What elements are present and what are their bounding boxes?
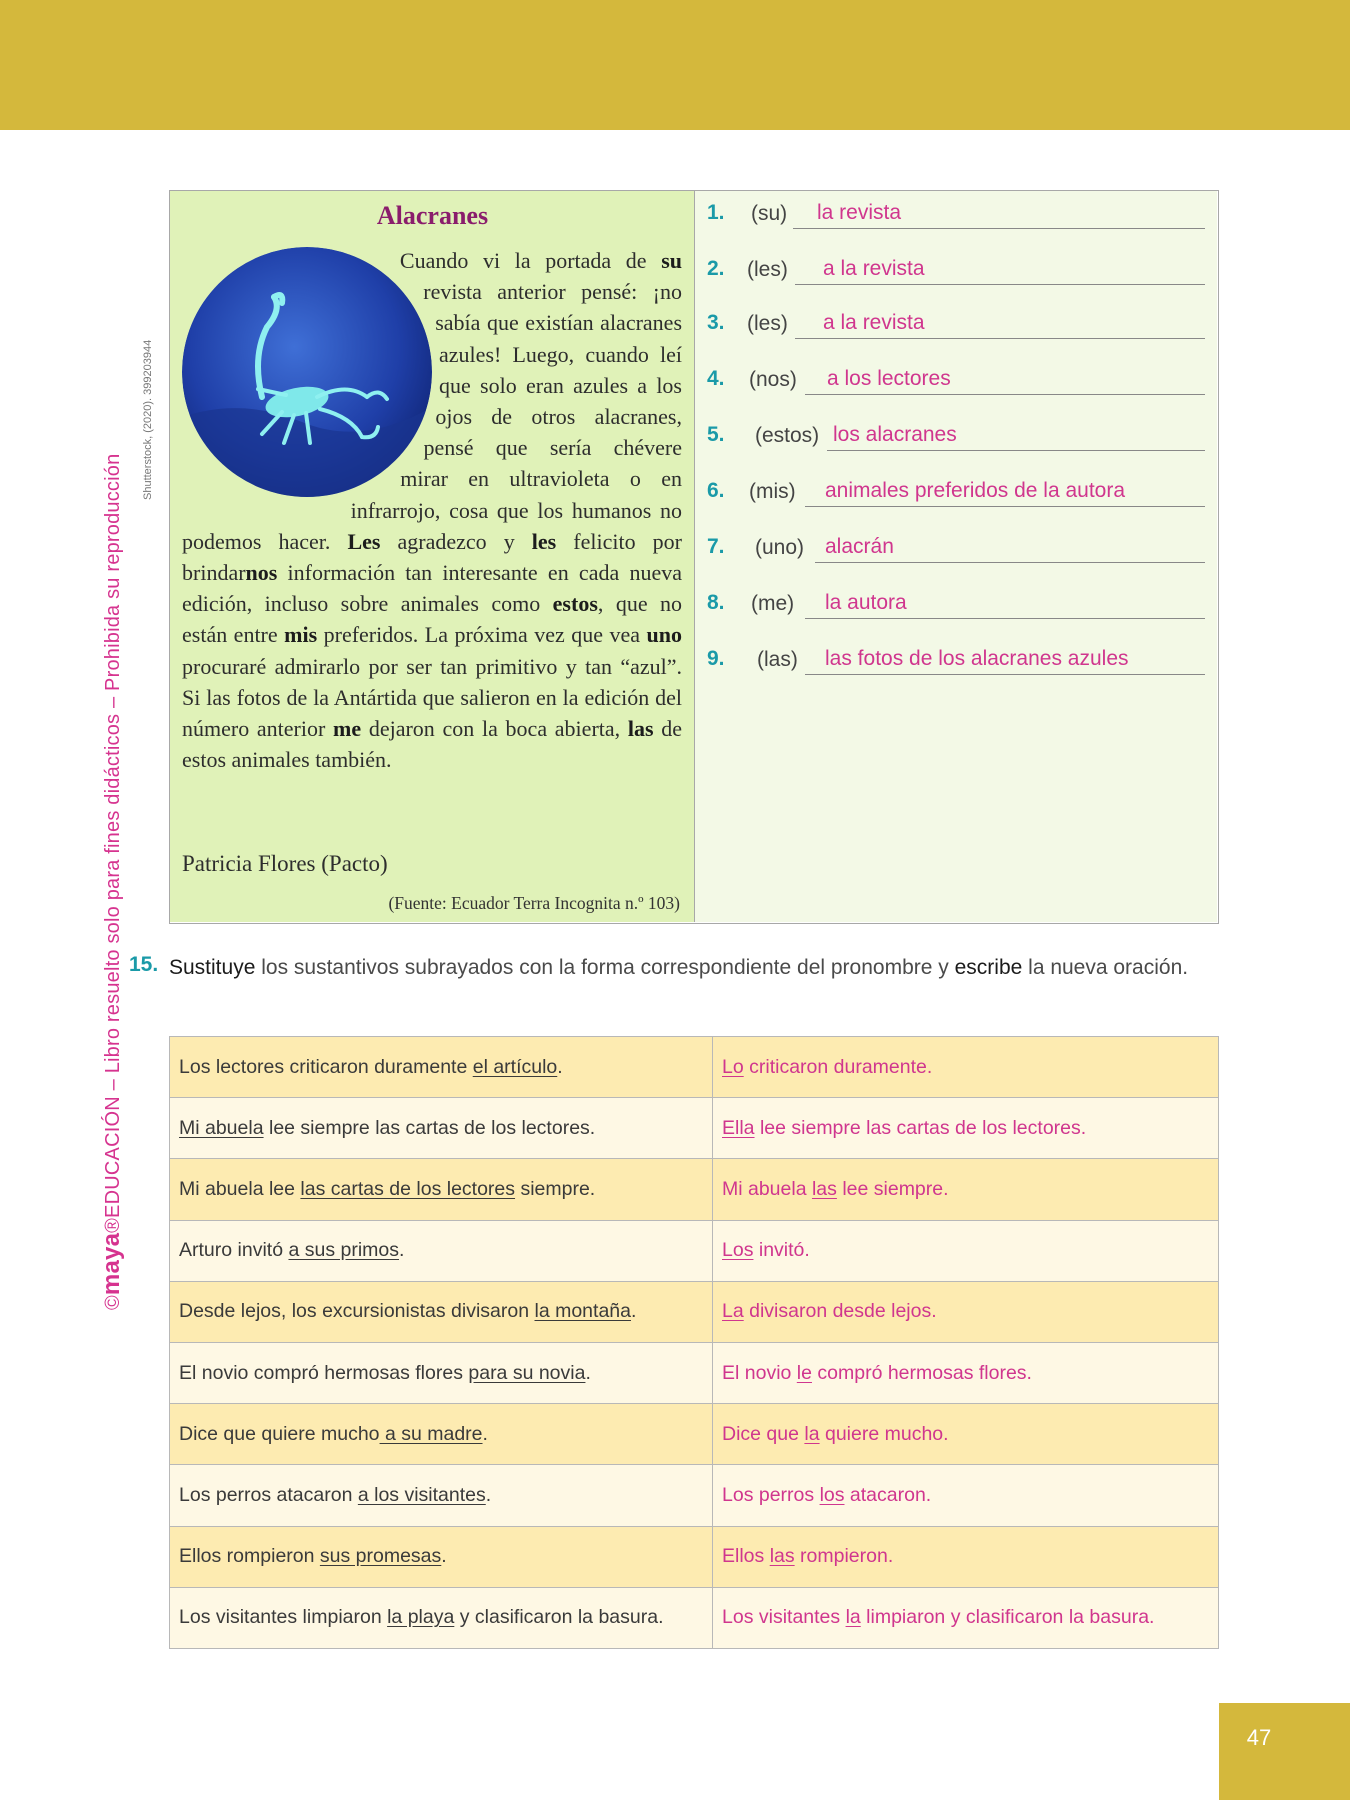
rewritten-sentence[interactable]: Ellos las rompieron.	[713, 1526, 1219, 1587]
rewritten-sentence[interactable]: Los perros los atacaron.	[713, 1465, 1219, 1526]
article-body: Cuando vi la portada de su revista anterior pensé: ¡no sabía que existían alacranes azules! Luego, cuando leí que solo eran azules a los ojos de otros alacranes, pensé que sería chévere mirar en ultravioleta o en infrarrojo, cosa que los humanos no podemos hacer. Les agradezco y les felicito por brindarnos información tan interesante en cada nueva edición, incluso sobre animales como estos, que no están entre mis preferidos. La próxima vez que vea uno procuraré admirarlo por ser tan primitivo y tan “azul”. Si las fotos de la Antártida que salieron en la edición del número anterior me dejaron con la boca abierta, las de estos animales también.	[182, 248, 683, 773]
exercise-number: 15.	[129, 953, 159, 976]
header-band	[0, 0, 1350, 130]
copyright-notice: ©maya®EDUCACIÓN – Libro resuelto solo para fines didácticos – Prohibida su reproducción	[98, 453, 125, 1310]
rewritten-sentence[interactable]: Lo criticaron duramente.	[713, 1037, 1219, 1098]
answer-text[interactable]: animales preferidos de la autora	[825, 479, 1126, 502]
answer-row: 4. (nos) a los lectores	[707, 363, 1205, 399]
table-row	[170, 1526, 1219, 1587]
answers-panel	[695, 191, 1217, 922]
article-title: Alacranes	[376, 201, 489, 230]
original-sentence: Los lectores criticaron duramente el artículo.	[170, 1037, 713, 1098]
article-panel	[170, 191, 695, 922]
answer-text[interactable]: las fotos de los alacranes azules	[825, 647, 1129, 670]
article-source: (Fuente: Ecuador Terra Incognita n.º 103)	[388, 893, 680, 913]
page-number-tab	[1219, 1703, 1350, 1800]
answer-row: 3. (les) a la revista	[707, 307, 1205, 343]
table-row	[170, 1465, 1219, 1526]
table-row	[170, 1037, 1219, 1098]
original-sentence: Ellos rompieron sus promesas.	[170, 1526, 713, 1587]
rewritten-sentence[interactable]: El novio le compró hermosas flores.	[713, 1342, 1219, 1403]
answer-text[interactable]: la revista	[817, 201, 902, 224]
original-sentence: Mi abuela lee las cartas de los lectores siempre.	[170, 1159, 713, 1220]
table-row	[170, 1342, 1219, 1403]
photo-credit: Shutterstock, (2020). 399203944	[142, 339, 154, 500]
answer-row: 1. (su) la revista	[707, 197, 1205, 233]
original-sentence: El novio compró hermosas flores para su novia.	[170, 1342, 713, 1403]
brand-logo: maya	[98, 1232, 125, 1296]
rewritten-sentence[interactable]: Los invitó.	[713, 1220, 1219, 1281]
table-row	[170, 1098, 1219, 1159]
page-number: 47	[1246, 1725, 1272, 1750]
answer-row: 7. (uno) alacrán	[707, 531, 1205, 567]
rewritten-sentence[interactable]: Ella lee siempre las cartas de los lectores.	[713, 1098, 1219, 1159]
answer-row: 9. (las) las fotos de los alacranes azules	[707, 643, 1205, 679]
rewritten-sentence[interactable]: Dice que la quiere mucho.	[713, 1404, 1219, 1465]
answer-text[interactable]: a los lectores	[827, 367, 951, 390]
answer-row: 6. (mis) animales preferidos de la autora	[707, 475, 1205, 511]
exercise-instruction: Sustituye los sustantivos subrayados con la forma correspondiente del pronombre y escribe la nueva oración.	[169, 956, 1189, 979]
table-row	[170, 1159, 1219, 1220]
original-sentence: Dice que quiere mucho a su madre.	[170, 1404, 713, 1465]
original-sentence: Los visitantes limpiaron la playa y clasificaron la basura.	[170, 1587, 713, 1648]
table-row	[170, 1220, 1219, 1281]
rewritten-sentence[interactable]: Los visitantes la limpiaron y clasificaron la basura.	[713, 1587, 1219, 1648]
original-sentence: Desde lejos, los excursionistas divisaron la montaña.	[170, 1281, 713, 1342]
answer-text[interactable]: los alacranes	[833, 423, 957, 446]
answer-row: 2. (les) a la revista	[707, 253, 1205, 289]
answer-row: 8. (me) la autora	[707, 587, 1205, 623]
answer-text[interactable]: a la revista	[823, 257, 925, 280]
answer-text[interactable]: a la revista	[823, 311, 925, 334]
original-sentence: Mi abuela lee siempre las cartas de los lectores.	[170, 1098, 713, 1159]
original-sentence: Arturo invitó a sus primos.	[170, 1220, 713, 1281]
reading-activity-box	[169, 190, 1219, 924]
answer-text[interactable]: la autora	[825, 591, 907, 614]
answer-text[interactable]: alacrán	[825, 535, 894, 558]
rewritten-sentence[interactable]: Mi abuela las lee siempre.	[713, 1159, 1219, 1220]
article-signature: Patricia Flores (Pacto)	[182, 851, 388, 876]
original-sentence: Los perros atacaron a los visitantes.	[170, 1465, 713, 1526]
table-row	[170, 1587, 1219, 1648]
table-row	[170, 1404, 1219, 1465]
answer-row: 5. (estos) los alacranes	[707, 419, 1205, 455]
pronoun-exercise-table	[169, 1036, 1219, 1649]
rewritten-sentence[interactable]: La divisaron desde lejos.	[713, 1281, 1219, 1342]
table-row	[170, 1281, 1219, 1342]
